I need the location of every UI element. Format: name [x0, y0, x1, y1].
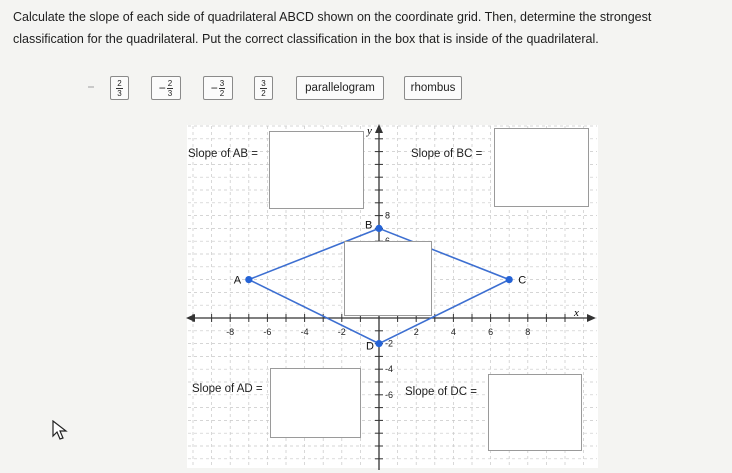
answer-tile-rhombus[interactable]: rhombus [404, 76, 462, 100]
vertex-point [375, 340, 382, 347]
x-tick-label: 4 [450, 327, 456, 337]
x-tick-label: 8 [525, 327, 531, 337]
y-tick-label: 8 [385, 210, 391, 221]
slope-ab-label: Slope of AB = [188, 148, 259, 160]
vertex-label: C [518, 274, 527, 287]
vertex-label: D [366, 340, 374, 353]
slope-dc-drop-box[interactable] [488, 374, 582, 451]
x-tick-label: -4 [300, 327, 309, 337]
slope-ab-drop-box[interactable] [269, 131, 364, 209]
minus-sign: − [158, 81, 166, 95]
x-tick-label: 2 [413, 327, 419, 337]
vertex-label: B [365, 219, 373, 232]
y-tick-label: -2 [385, 338, 394, 349]
slope-bc-label: Slope of BC = [411, 148, 483, 160]
vertex-point [245, 276, 252, 283]
vertex-point [506, 276, 513, 283]
y-axis-label: y [367, 125, 372, 137]
fraction: $\frac{3}{2}$ [219, 78, 225, 98]
y-tick-label: -6 [385, 389, 394, 400]
vertex-point [375, 225, 382, 232]
instructions-text: Calculate the slope of each side of quadrilateral ABCD shown on the coordinate grid. Then, determine the strongest classification for the quadrilateral. Put the correct classification in the box that is inside of the quadrilateral. [13, 10, 652, 46]
x-tick-label: 6 [488, 327, 494, 337]
slope-ad-drop-box[interactable] [270, 368, 361, 438]
answer-tile-parallelogram[interactable]: parallelogram [296, 76, 384, 100]
mouse-cursor-icon [52, 420, 68, 440]
minus-sign: − [210, 81, 218, 95]
fraction: $\frac{2}{3}$ [117, 78, 122, 98]
fraction: $\frac{2}{3}$ [167, 78, 173, 98]
vertex-label: A [233, 274, 242, 287]
classification-drop-box[interactable] [344, 241, 432, 316]
slope-ad-label: Slope of AD = [192, 383, 263, 395]
x-tick-label: -8 [226, 327, 235, 337]
y-tick-label: -4 [385, 364, 394, 375]
x-tick-label: -2 [337, 327, 346, 337]
x-tick-label: -6 [263, 327, 272, 337]
x-axis-label: x [574, 307, 579, 319]
slope-bc-drop-box[interactable] [494, 128, 589, 207]
fraction: $\frac{3}{2}$ [261, 78, 266, 98]
slope-dc-label: Slope of DC = [405, 386, 477, 398]
